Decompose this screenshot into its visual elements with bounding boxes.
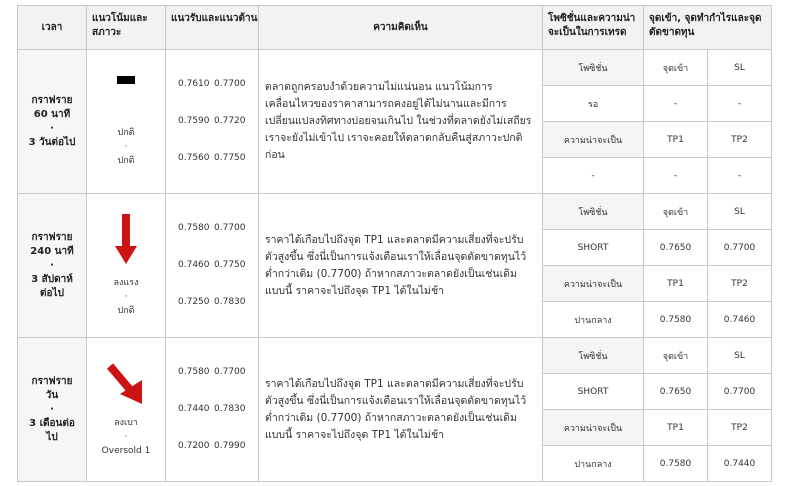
header-position: โพซิชั่นและความน่าจะเป็นในการเทรด (543, 6, 644, 50)
plan-cell: - (708, 158, 772, 194)
sr-cell (166, 338, 259, 482)
sr-pair (178, 354, 258, 391)
dash-flat-icon (115, 76, 137, 116)
plan-cell: 0.7580 (644, 446, 708, 482)
plan-cell: SL (708, 194, 772, 230)
plan-cell: 0.7650 (644, 230, 708, 266)
timeframe-cell (18, 194, 87, 338)
plan-cell: SHORT (543, 374, 644, 410)
plan-cell: SHORT (543, 230, 644, 266)
trend-cell (87, 338, 166, 482)
plan-cell: 0.7440 (708, 446, 772, 482)
sr-pair (178, 210, 258, 247)
support-value: 0.7250 (178, 297, 210, 307)
resistance-value: 0.7700 (214, 223, 246, 233)
trend-line: · (124, 291, 128, 302)
sr-pair (178, 428, 258, 465)
table-row (18, 194, 772, 230)
timeframe-cell (18, 50, 87, 194)
forecast-table (17, 5, 772, 482)
timeframe-line: 3 วันต่อไป (28, 136, 76, 148)
sr-cell (166, 50, 259, 194)
sr-pair (178, 284, 258, 321)
timeframe-line: ไป (46, 431, 58, 443)
plan-cell: SL (708, 338, 772, 374)
timeframe-line: 60 นาที (33, 108, 71, 120)
resistance-value: 0.7750 (214, 260, 246, 270)
table-row (18, 50, 772, 86)
plan-cell: 0.7650 (644, 374, 708, 410)
resistance-value: 0.7830 (214, 404, 246, 414)
trend-line: ลงแรง (113, 277, 139, 288)
trend-line: ปกติ (117, 155, 135, 166)
sr-pair (178, 391, 258, 428)
table-row (18, 338, 772, 374)
plan-cell: จุดเข้า (644, 194, 708, 230)
plan-cell: TP1 (644, 410, 708, 446)
plan-cell: 0.7700 (708, 230, 772, 266)
timeframe-line: กราฟราย (31, 375, 73, 387)
support-value: 0.7460 (178, 260, 210, 270)
plan-cell: - (644, 158, 708, 194)
header-entry-exit: จุดเข้า, จุดทำกำไรและจุดตัดขาดทุน (644, 6, 772, 50)
trend-line: ปกติ (117, 127, 135, 138)
plan-cell: TP2 (708, 266, 772, 302)
plan-cell: ปานกลาง (543, 302, 644, 338)
support-value: 0.7560 (178, 153, 210, 163)
trend-line: Oversold 1 (101, 445, 151, 456)
plan-cell: - (708, 86, 772, 122)
plan-cell: TP1 (644, 266, 708, 302)
resistance-value: 0.7700 (214, 79, 246, 89)
header-row (18, 6, 772, 50)
plan-cell: - (644, 86, 708, 122)
header-trend: แนวโน้มและสภาวะ (87, 6, 166, 50)
timeframe-line: ต่อไป (40, 287, 64, 299)
plan-cell: รอ (543, 86, 644, 122)
timeframe-line: กราฟราย (31, 231, 73, 243)
plan-cell: 0.7700 (708, 374, 772, 410)
timeframe-line: 3 สัปดาห์ (31, 273, 73, 285)
trend-line: · (124, 141, 128, 152)
comment-cell: ตลาดถูกครอบงำด้วยความไม่แน่นอน แนวโน้มการเคลื่อนไหวของราคาสามารถคงอยู่ได้ไม่นานและมีการเปลี่ยนแปลงทิศทางบ่อยจนเกินไป ในช่วงที่ตลาดยังไม่เสถียรเราจะยังไม่เข้าไป เราจะคอยให้ตลาดกลับคืนสู่สภาวะปกติก่อน (259, 50, 543, 194)
trend-line: ปกติ (117, 305, 135, 316)
trend-cell (87, 50, 166, 194)
header-comment: ความคิดเห็น (259, 6, 543, 50)
plan-cell: 0.7580 (644, 302, 708, 338)
plan-cell: TP1 (644, 122, 708, 158)
trend-line: · (124, 431, 128, 442)
plan-cell: TP2 (708, 122, 772, 158)
resistance-value: 0.7990 (214, 441, 246, 451)
plan-cell: จุดเข้า (644, 50, 708, 86)
sr-cell (166, 194, 259, 338)
timeframe-line: 240 นาที (30, 245, 74, 257)
timeframe-line: · (50, 403, 54, 415)
plan-cell: 0.7460 (708, 302, 772, 338)
sr-pair (178, 66, 258, 103)
resistance-value: 0.7700 (214, 367, 246, 377)
support-value: 0.7580 (178, 223, 210, 233)
resistance-value: 0.7720 (214, 116, 246, 126)
timeframe-line: · (50, 122, 54, 134)
trend-line: ลงเบา (114, 417, 138, 428)
timeframe-line: วัน (45, 389, 59, 401)
support-value: 0.7590 (178, 116, 210, 126)
trend-cell (87, 194, 166, 338)
support-value: 0.7440 (178, 404, 210, 414)
plan-cell: โพซิชั่น (543, 194, 644, 230)
sr-pair (178, 140, 258, 177)
plan-cell: จุดเข้า (644, 338, 708, 374)
header-time: เวลา (18, 6, 87, 50)
comment-cell: ราคาได้เกือบไปถึงจุด TP1 และตลาดมีความเสี่ยงที่จะปรับตัวสูงขึ้น ซึ่งนี่เป็นการแจ้งเตือนเราให้เลื่อนจุดตัดขาดทุนไว้ต่ำกว่าเดิม (0.7700) ถ้าหากสภาวะตลาดยังเป็นเช่นเดิมแบบนี้ ราคาจะไปถึงจุด TP1 ได้ในไม่ช้า (259, 194, 543, 338)
plan-cell: โพซิชั่น (543, 338, 644, 374)
plan-cell: TP2 (708, 410, 772, 446)
header-support-resistance: แนวรับและแนวต้าน (166, 6, 259, 50)
comment-cell: ราคาได้เกือบไปถึงจุด TP1 และตลาดมีความเสี่ยงที่จะปรับตัวสูงขึ้น ซึ่งนี่เป็นการแจ้งเตือนเราให้เลื่อนจุดตัดขาดทุนไว้ต่ำกว่าเดิม (0.7700) ถ้าหากสภาวะตลาดยังเป็นเช่นเดิมแบบนี้ ราคาจะไปถึงจุด TP1 ได้ในไม่ช้า (259, 338, 543, 482)
timeframe-line: · (50, 259, 54, 271)
support-value: 0.7580 (178, 367, 210, 377)
plan-cell: ปานกลาง (543, 446, 644, 482)
plan-cell: - (543, 158, 644, 194)
resistance-value: 0.7750 (214, 153, 246, 163)
sr-pair (178, 247, 258, 284)
sr-pair (178, 103, 258, 140)
timeframe-line: 3 เดือนต่อ (29, 417, 75, 429)
plan-cell: ความน่าจะเป็น (543, 266, 644, 302)
resistance-value: 0.7830 (214, 297, 246, 307)
timeframe-cell (18, 338, 87, 482)
plan-cell: ความน่าจะเป็น (543, 410, 644, 446)
plan-cell: ความน่าจะเป็น (543, 122, 644, 158)
support-value: 0.7610 (178, 79, 210, 89)
timeframe-line: กราฟราย (31, 94, 73, 106)
arrow-down-icon (115, 214, 137, 266)
plan-cell: SL (708, 50, 772, 86)
arrow-down-right-icon (106, 362, 146, 406)
support-value: 0.7200 (178, 441, 210, 451)
plan-cell: โพซิชั่น (543, 50, 644, 86)
